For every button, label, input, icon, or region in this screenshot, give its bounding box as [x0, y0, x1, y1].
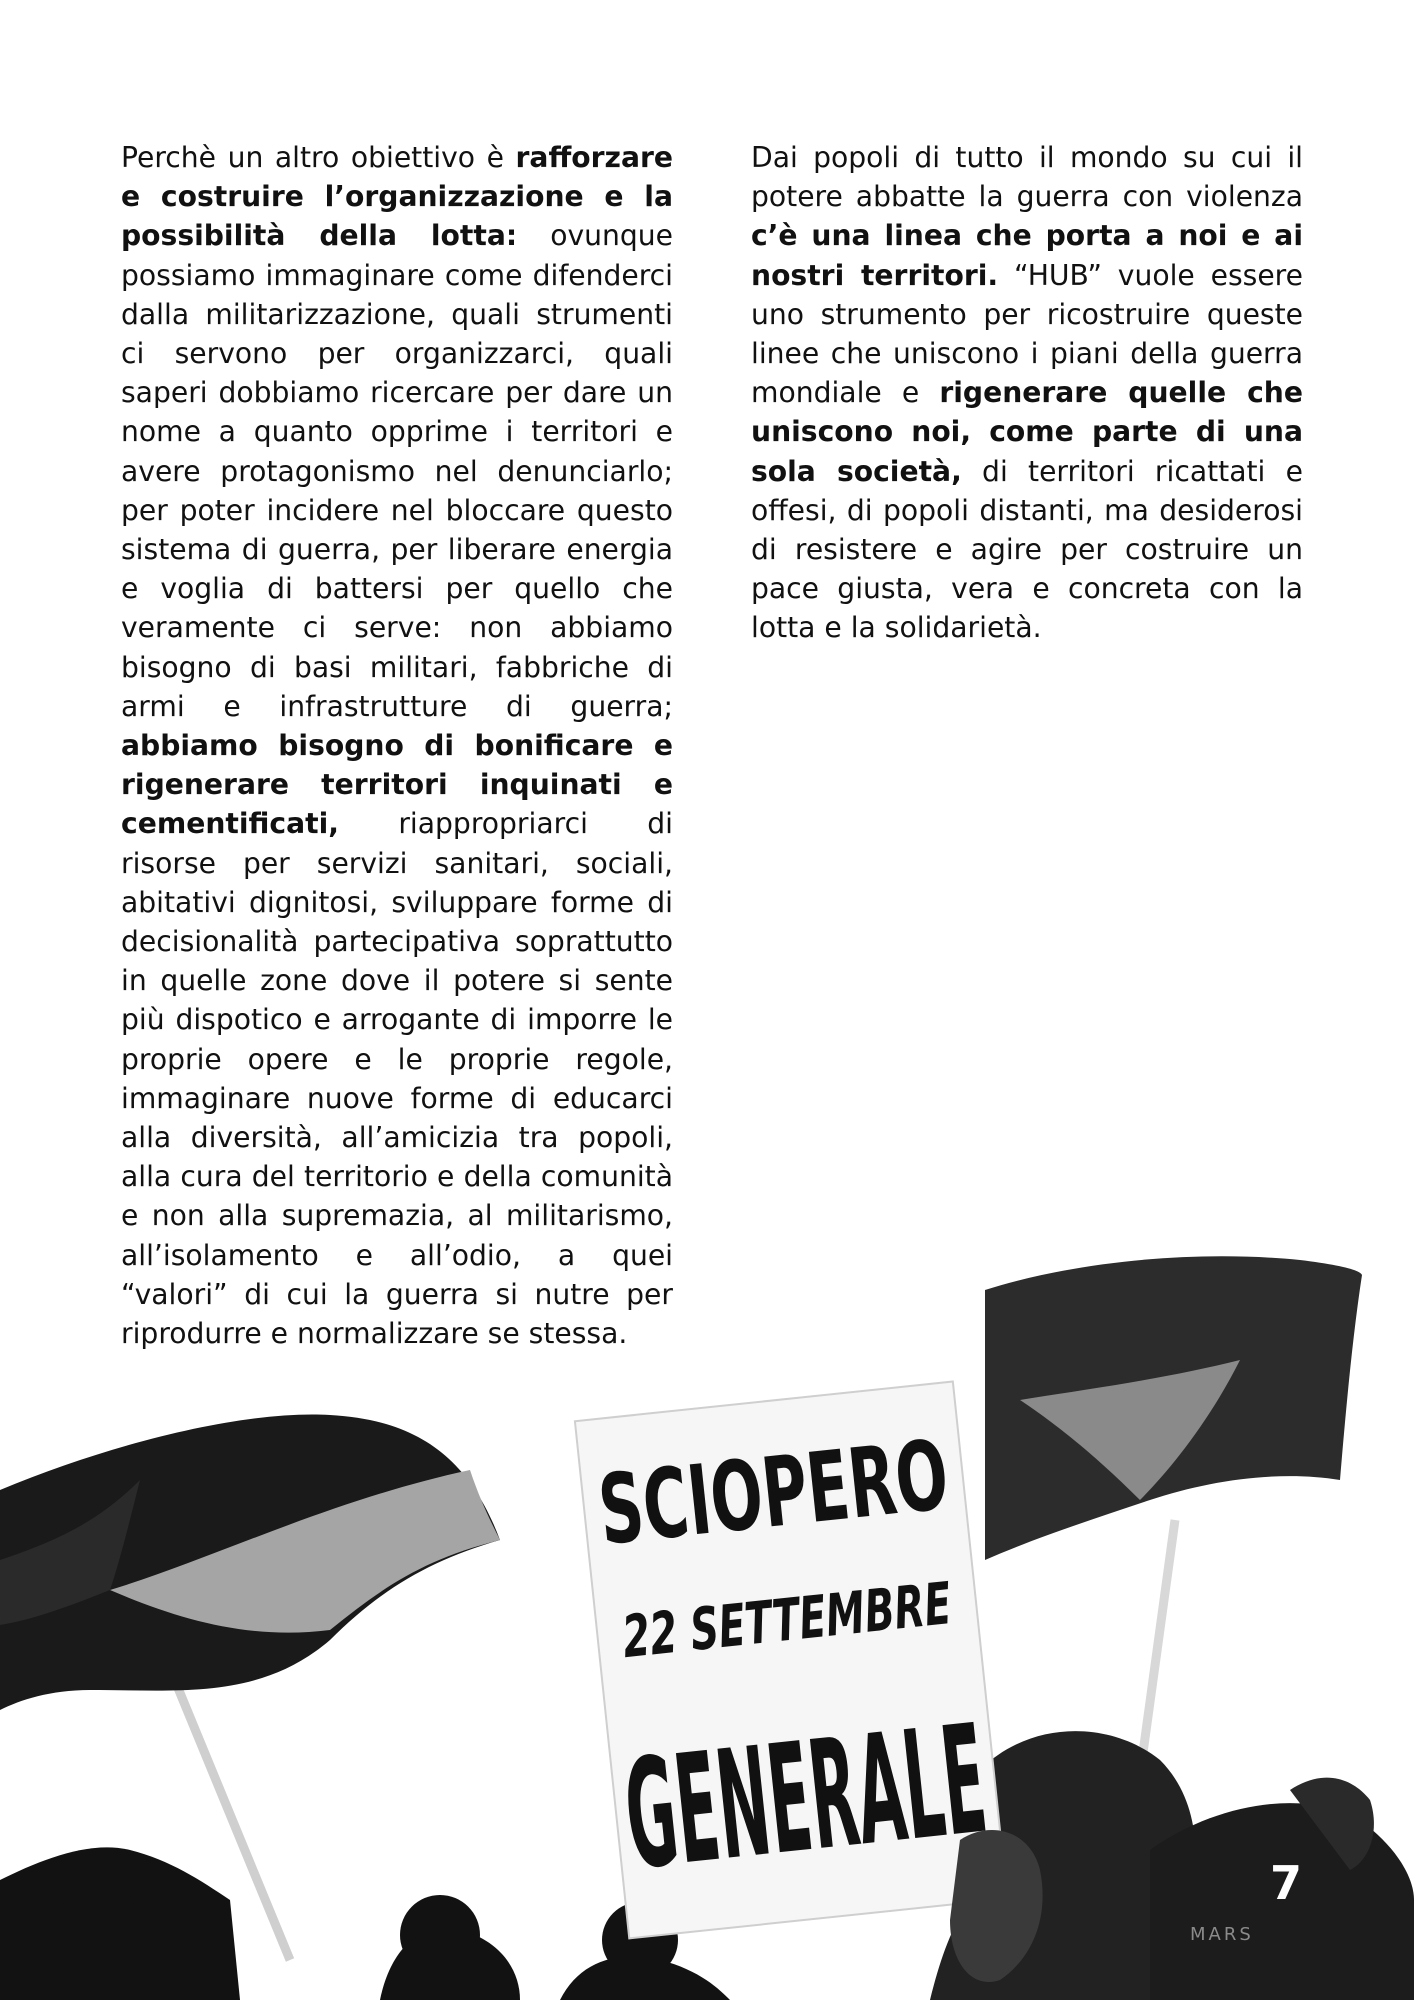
text-column-left: [121, 138, 673, 1353]
text-run: Dai popoli di tutto il mondo su cui il potere abbatte la guerra con violenza: [751, 141, 1303, 214]
flag-left: [0, 1414, 500, 1710]
flag-right: [985, 1256, 1362, 1560]
page-number: 7: [1269, 1856, 1302, 1910]
shirt-text: MARS: [1190, 1924, 1254, 1945]
text-run-bold: c’è una linea che porta a noi e ai nostri territori.: [751, 219, 1303, 292]
text-run: ovunque possiamo immaginare come difenderci dalla militarizzazione, quali strumenti ci servono per organizzarci, quali saperi dobbiamo ricercare per dare un nome a quanto opprime i territori e avere protagonismo nel denunciarlo; per poter incidere nel bloccare questo sistema di guerra, per liberare energia e voglia di battersi per quello che veramente ci serve: non abbiamo bisogno di basi militari, fabbriche di armi e infrastrutture di guerra;: [121, 219, 673, 723]
text-run-bold: rafforzare e costruire l’organizzazione e la possibilità della lotta:: [121, 141, 673, 253]
text-run: riappropriarci di risorse per servizi sanitari, sociali, abitativi dignitosi, sviluppare forme di decisionalità partecipativa soprattutto in quelle zone dove il potere si sente più dispotico e arrogante di imporre le proprie opere e le proprie regole, immaginare nuove forme di educarci alla diversità, all’amicizia tra popoli, alla cura del territorio e della comunità e non alla supremazia, al militarismo, all’isolamento e all’odio, a quei “valori” di cui la guerra si nutre per riprodurre e normalizzare se stessa.: [121, 807, 673, 1351]
protest-sign: [575, 1382, 1151, 1939]
text-run-bold: rigenerare quelle che uniscono noi, come parte di una sola società,: [751, 376, 1303, 488]
text-run-bold: abbiamo bisogno di bonificare e rigenerare territori inquinati e cementificati,: [121, 729, 673, 841]
text-column-right: [751, 138, 1303, 648]
text-run: Perchè un altro obiettivo è: [121, 141, 516, 174]
text-run: di territori ricattati e offesi, di popoli distanti, ma desiderosi di resistere e agire per costruire un pace giusta, vera e concreta con la lotta e la solidarietà.: [751, 454, 1303, 645]
protest-photo: [0, 1240, 1414, 2000]
sign-text-line2: 22 SETTEMBRE: [619, 1552, 1113, 1672]
text-run: “HUB” vuole essere uno strumento per ricostruire queste linee che uniscono i piani della guerra mondiale e: [751, 258, 1303, 410]
sign-text-line1: SCIOPERO: [593, 1398, 1151, 1567]
